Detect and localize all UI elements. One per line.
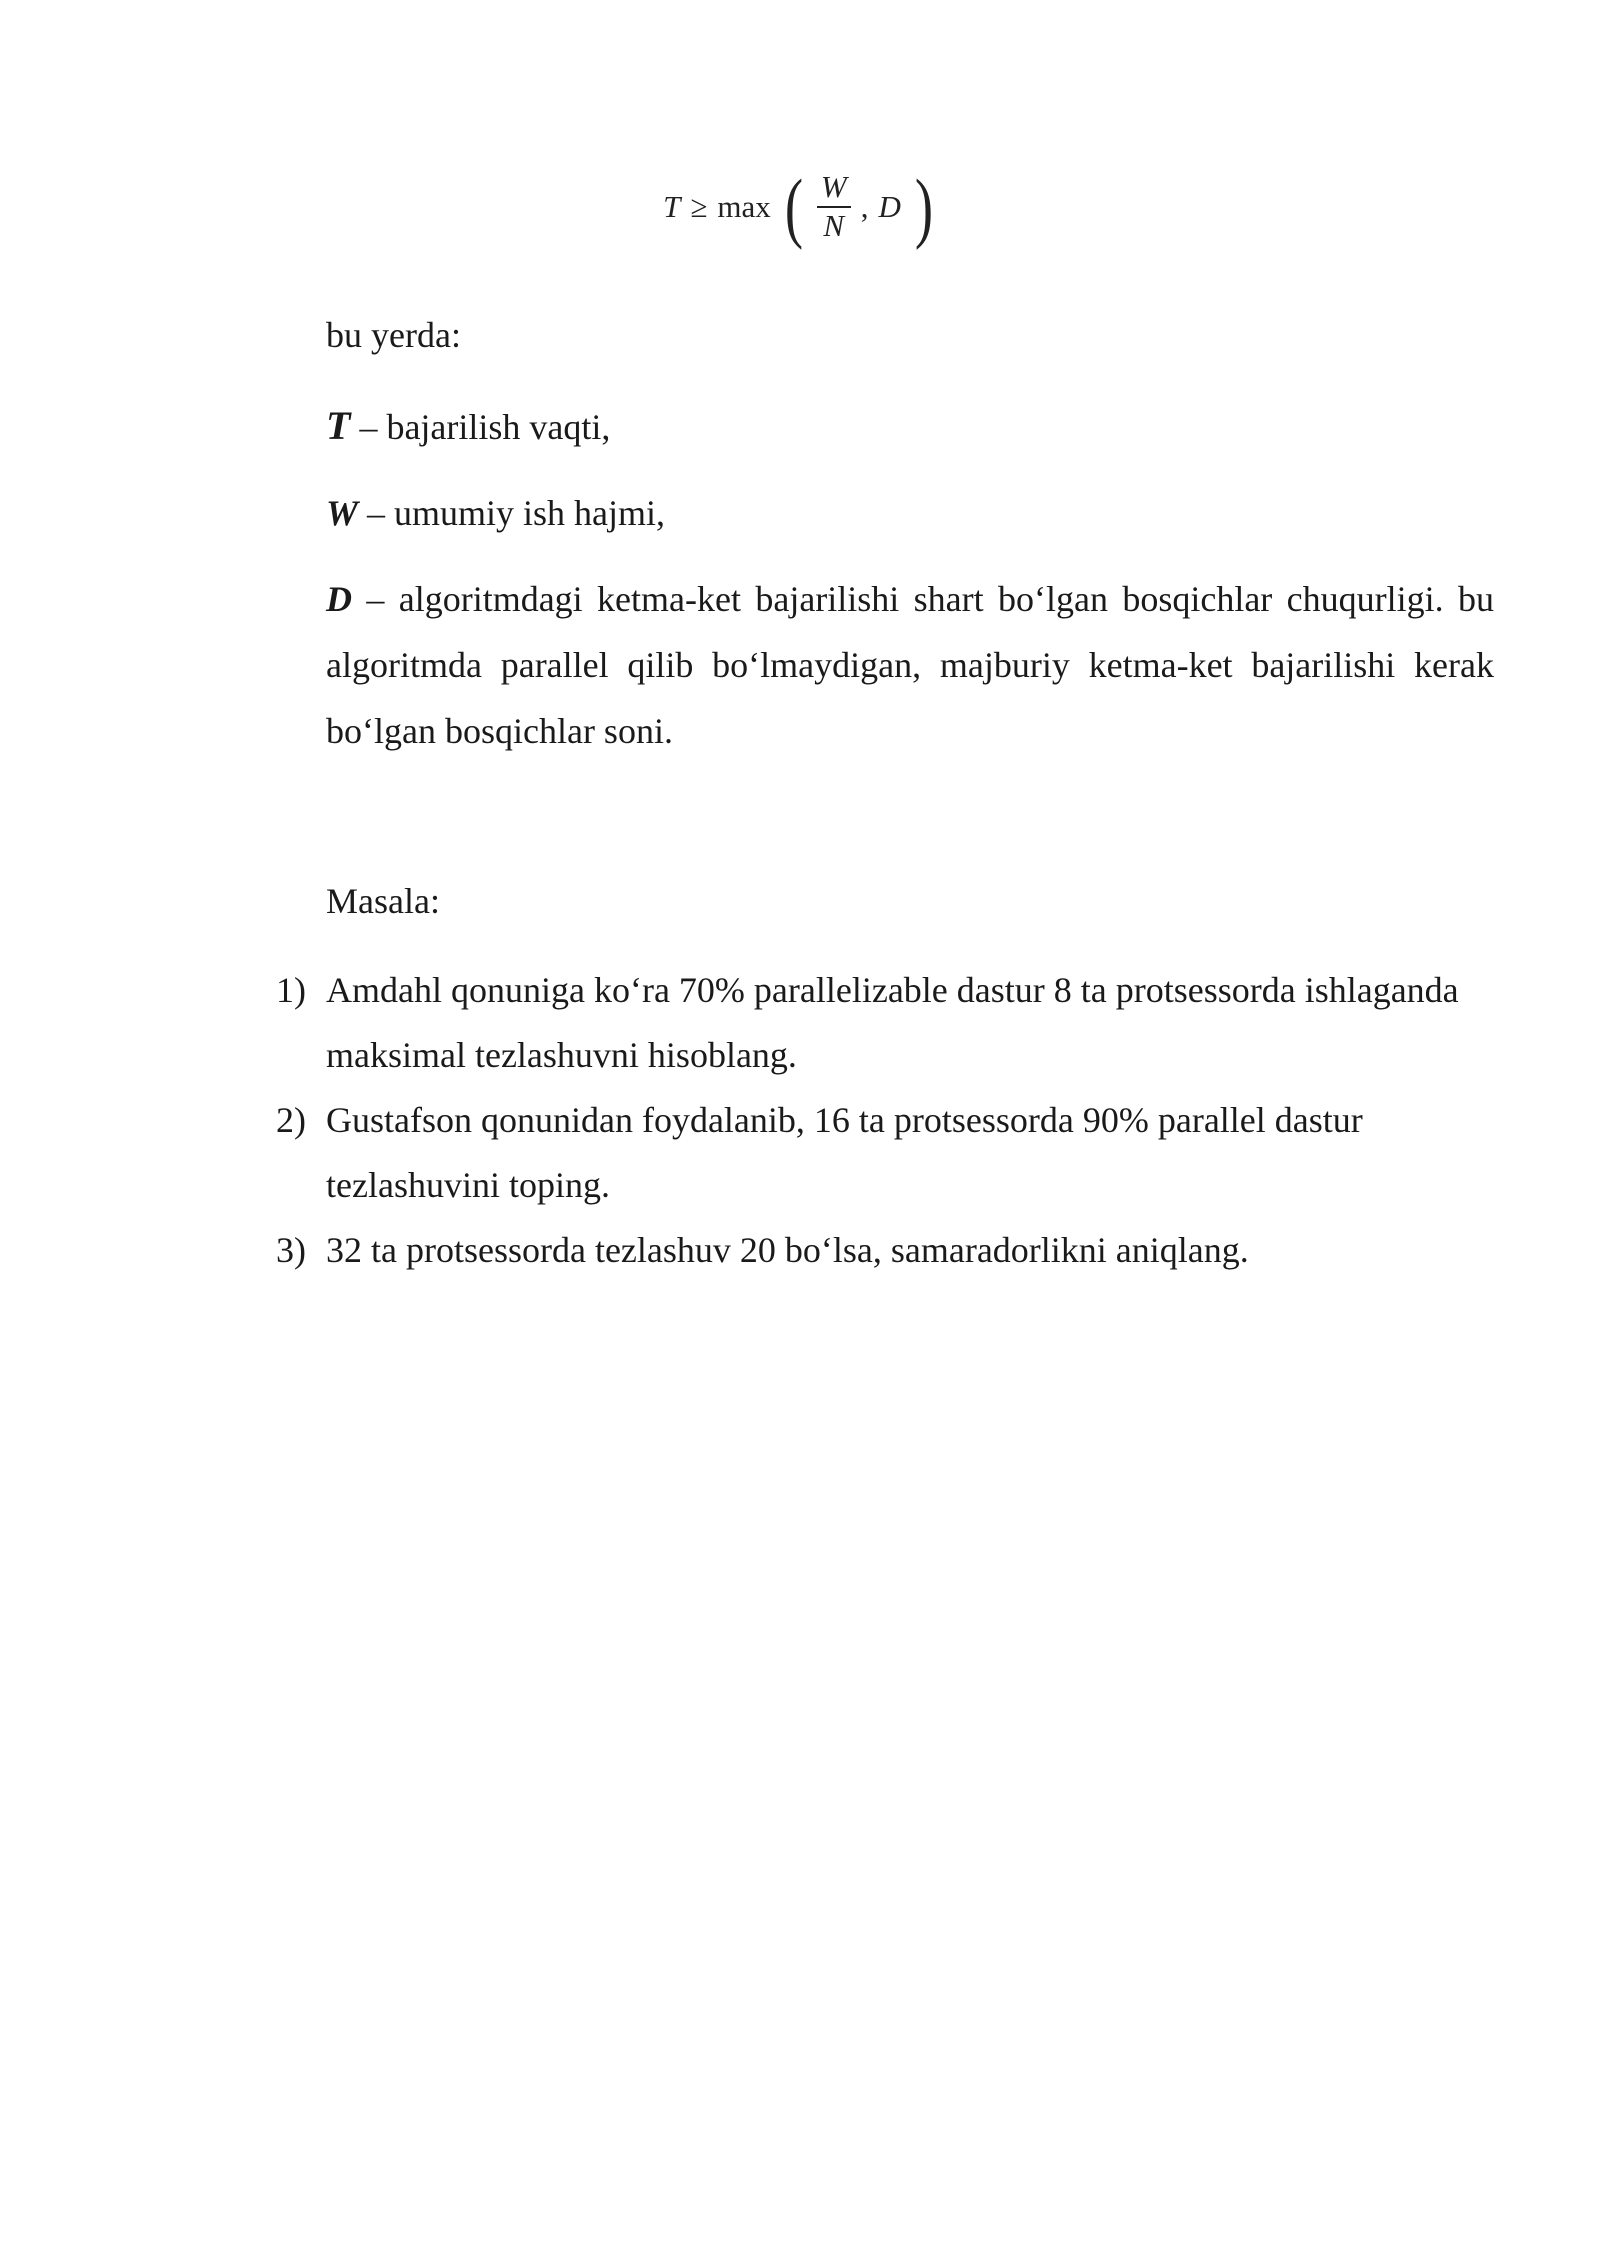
list-text: Gustafson qonunidan foydalanib, 16 ta protsessorda 90% parallel dastur tezlashuvini toping.	[326, 1100, 1363, 1205]
formula-lhs: T	[663, 189, 681, 224]
definition-w	[326, 480, 1494, 546]
formula	[0, 163, 1600, 250]
formula-second-arg: D	[878, 189, 901, 224]
formula-func: max	[717, 189, 771, 224]
list-item	[276, 958, 1496, 1088]
intro-text: bu yerda:	[326, 315, 461, 355]
definition-t	[326, 393, 1494, 460]
list-item	[276, 1088, 1496, 1218]
definition-text: – algoritmdagi ketma-ket bajarilishi shart bo‘lgan bosqichlar chuqurligi. bu algoritmda parallel qilib bo‘lmaydigan, majburiy ketma-ket bajarilishi kerak bo‘lgan bosqichlar soni.	[326, 579, 1494, 751]
problem-heading: Masala:	[326, 881, 440, 921]
definition-symbol: T	[326, 403, 351, 448]
formula-open-paren: (	[784, 163, 803, 250]
formula-numerator: W	[820, 169, 847, 205]
list-text: Amdahl qonuniga ko‘ra 70% parallelizable dastur 8 ta protsessorda ishlaganda maksimal tezlashuvni hisoblang.	[326, 970, 1459, 1075]
formula-close-paren: )	[914, 163, 933, 250]
list-number: 2)	[276, 1100, 306, 1140]
definition-symbol: D	[326, 579, 352, 619]
list-number: 3)	[276, 1230, 306, 1270]
formula-relation: ≥	[690, 189, 708, 224]
list-number: 1)	[276, 970, 306, 1010]
definition-text: – umumiy ish hajmi,	[358, 493, 666, 533]
definition-text: – bajarilish vaqti,	[350, 407, 611, 447]
definition-d	[326, 566, 1494, 764]
formula-fraction	[817, 171, 851, 242]
problem-list	[276, 958, 1496, 1283]
list-text: 32 ta protsessorda tezlashuv 20 bo‘lsa, samaradorlikni aniqlang.	[326, 1230, 1249, 1270]
list-item	[276, 1218, 1496, 1283]
formula-comma: ,	[860, 189, 869, 224]
definition-symbol: W	[326, 493, 359, 533]
formula-denominator: N	[823, 208, 845, 243]
